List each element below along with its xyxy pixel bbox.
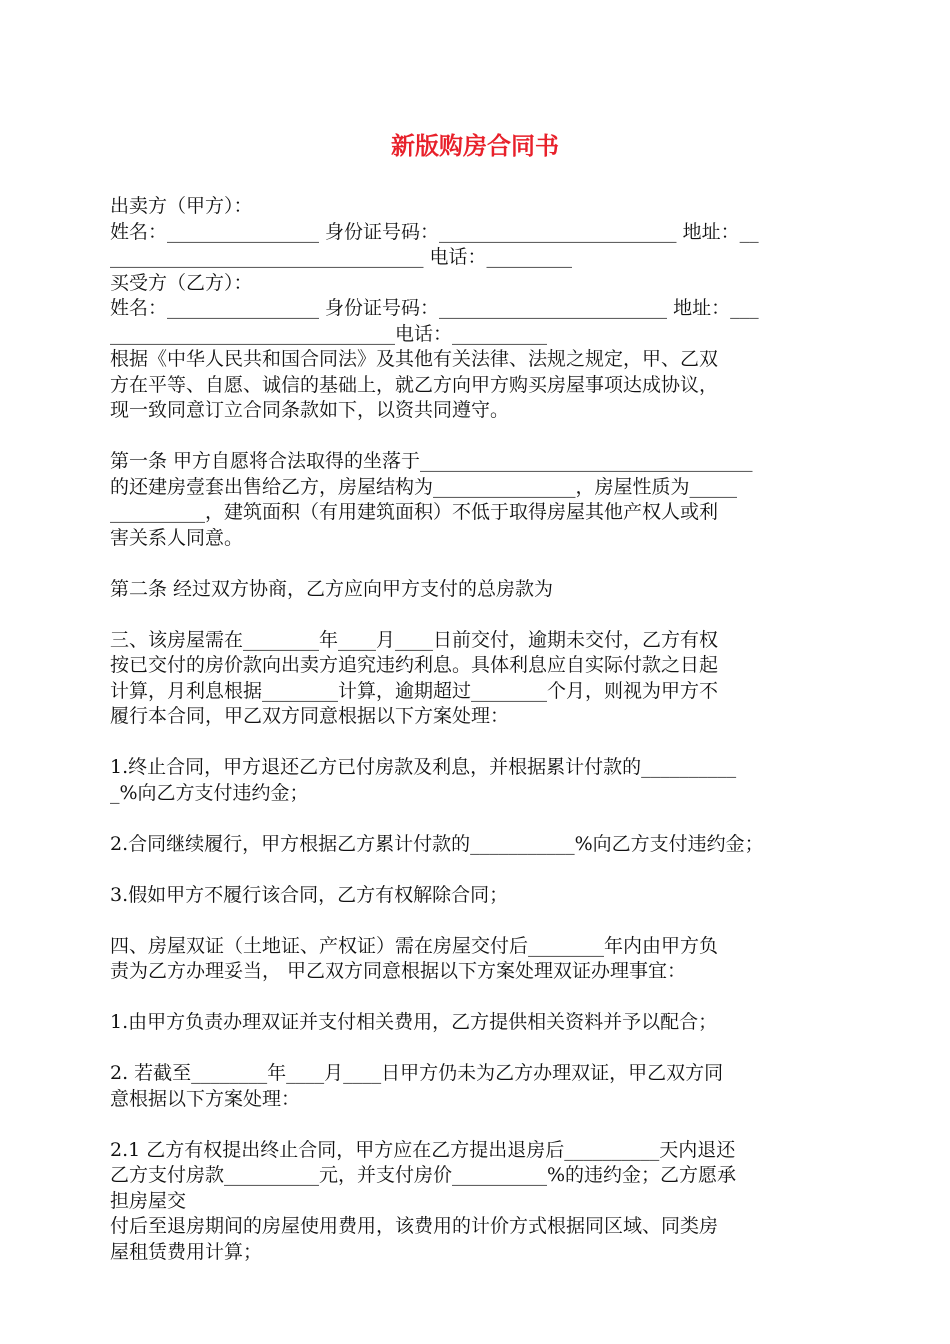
clause-3-2-line: 2.合同继续履行，甲方根据乙方累计付款的___________%向乙方支付违约金； <box>110 832 764 855</box>
contract-body <box>110 194 842 1265</box>
seller-info-line: 姓名：________________ 身份证号码：_________________________ 地址：__ <box>110 220 759 243</box>
article-1-line: __________，建筑面积（有用建筑面积）不低于取得房屋其他产权人或利 <box>110 501 719 523</box>
article-1-line: 害关系人同意。 <box>110 526 244 549</box>
clause-3-3-line: 3.假如甲方不履行该合同，乙方有权解除合同； <box>110 883 509 906</box>
clause-4-2-1-line: 付后至退房期间的房屋使用费用，该费用的计价方式根据同区域、同类房 <box>110 1215 719 1237</box>
clause-4-2-line: 2. 若截至________年____月____日甲方仍未为乙方办理双证，甲乙双方同 <box>110 1062 724 1084</box>
article-3-line: 三、该房屋需在________年____月____日前交付，逾期未交付，乙方有权 <box>110 628 719 651</box>
buyer-info-line: 姓名：________________ 身份证号码：________________________ 地址：___ <box>110 297 759 319</box>
article-1-line: 第一条 甲方自愿将合法取得的坐落于___________________________________ <box>110 450 753 472</box>
seller-phone-line: _________________________________ 电话：_________ <box>110 246 573 268</box>
article-3-line: 履行本合同，甲乙双方同意根据以下方案处理： <box>110 705 510 727</box>
buyer-heading: 买受方（乙方）： <box>110 271 253 294</box>
clause-4-2-1-line: 乙方支付房款__________元，并支付房价__________%的违约金；乙方愿承 <box>110 1164 737 1186</box>
clause-4-2-1-line: 屋租赁费用计算； <box>110 1240 263 1263</box>
buyer-phone-line: ______________________________电话：__________ <box>110 322 548 345</box>
article-1-line: 的还建房壹套出售给乙方，房屋结构为_______________，房屋性质为_____ <box>110 475 738 498</box>
preamble-line: 现一致同意订立合同条款如下，以资共同遵守。 <box>110 399 510 421</box>
clause-4-2-line: 意根据以下方案处理： <box>110 1087 301 1110</box>
clause-3-1-line: _%向乙方支付违约金； <box>110 781 309 804</box>
clause-4-2-1-line: 担房屋交 <box>110 1189 187 1212</box>
clause-3-1-line: 1.终止合同，甲方退还乙方已付房款及利息，并根据累计付款的__________ <box>110 756 737 778</box>
preamble-line: 方在平等、自愿、诚信的基础上，就乙方向甲方购买房屋事项达成协议， <box>110 373 719 396</box>
clause-4-1-line: 1.由甲方负责办理双证并支付相关费用，乙方提供相关资料并予以配合； <box>110 1011 718 1033</box>
clause-4-2-1-line: 2.1 乙方有权提出终止合同，甲方应在乙方提出退房后__________天内退还 <box>110 1138 736 1161</box>
article-3-line: 计算，月利息根据________计算，逾期超过________个月，则视为甲方不 <box>110 679 719 702</box>
preamble-line: 根据《中华人民共和国合同法》及其他有关法律、法规之规定，甲、乙双 <box>110 348 719 370</box>
article-2-line: 第二条 经过双方协商，乙方应向甲方支付的总房款为 <box>110 577 554 600</box>
article-4-line: 责为乙方办理妥当， 甲乙双方同意根据以下方案处理双证办理事宜： <box>110 960 687 982</box>
article-4-line: 四、房屋双证（土地证、产权证）需在房屋交付后________年内由甲方负 <box>110 934 719 957</box>
article-3-line: 按已交付的房价款向出卖方追究违约利息。具体利息应自实际付款之日起 <box>110 654 719 676</box>
seller-heading: 出卖方（甲方）： <box>110 195 253 217</box>
document-title: 新版购房合同书 <box>391 132 559 160</box>
